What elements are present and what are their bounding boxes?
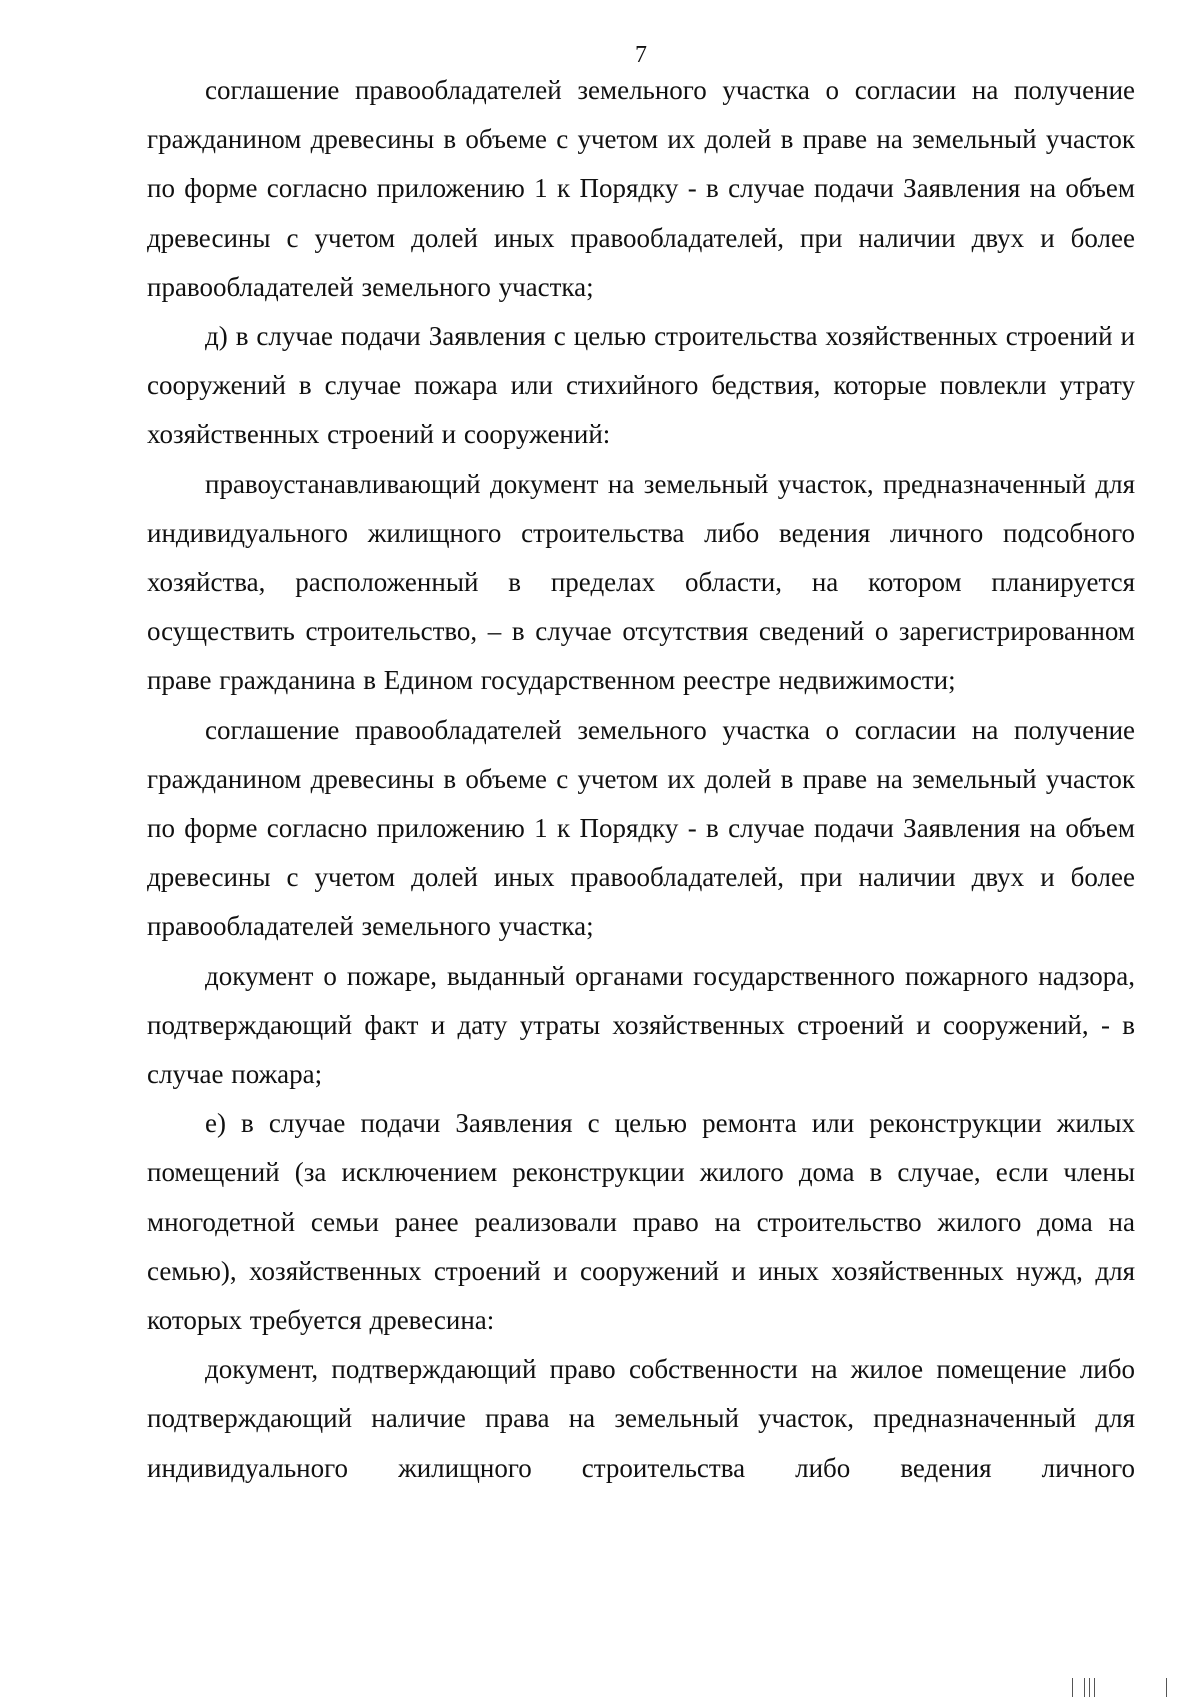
paragraph-5: документ о пожаре, выданный органами государственного пожарного надзора, подтверждающий факт и дату утраты хозяйственных строений и сооружений, - в случае пожара;: [147, 960, 1135, 1090]
paragraph-2: д) в случае подачи Заявления с целью строительства хозяйственных строений и сооружений в случае пожара или стихийного бедствия, которые повлекли утрату хозяйственных строений и сооружений:: [147, 321, 1135, 450]
paragraph-3: правоустанавливающий документ на земельный участок, предназначенный для индивидуального жилищного строительства либо ведения личного подсобного хозяйства, расположенный в пределах области, на котором планируется осуществить строительство, – в случае отсутствия сведений о зарегистрированном праве гражданина в Едином государственном реестре недвижимости;: [147, 468, 1135, 696]
paragraph-7: документ, подтверждающий право собственности на жилое помещение либо подтверждающий наличие права на земельный участок, предназначенный для индивидуального жилищного строительства либо ведения личного: [147, 1354, 1135, 1483]
paragraph-1: соглашение правообладателей земельного участка о согласии на получение гражданином древесины в объеме с учетом их долей в праве на земельный участок по форме согласно приложению 1 к Порядку - в случае подачи Заявления на объем древесины с учетом долей иных правообладателей, при наличии двух и более правообладателей земельного участка;: [147, 75, 1135, 302]
document-body: [147, 66, 1135, 1493]
paragraph-4: соглашение правообладателей земельного участка о согласии на получение гражданином древесины в объеме с учетом их долей в праве на земельный участок по форме согласно приложению 1 к Порядку - в случае подачи Заявления на объем древесины с учетом долей иных правообладателей, при наличии двух и более правообладателей земельного участка;: [147, 714, 1135, 942]
page-number: 7: [635, 42, 647, 68]
scan-marks: [1060, 1678, 1180, 1697]
paragraph-6: е) в случае подачи Заявления с целью ремонта или реконструкции жилых помещений (за исключением реконструкции жилого дома в случае, если члены многодетной семьи ранее реализовали право на строительство жилого дома на семью), хозяйственных строений и сооружений и иных хозяйственных нужд, для которых требуется древесина:: [147, 1108, 1135, 1336]
